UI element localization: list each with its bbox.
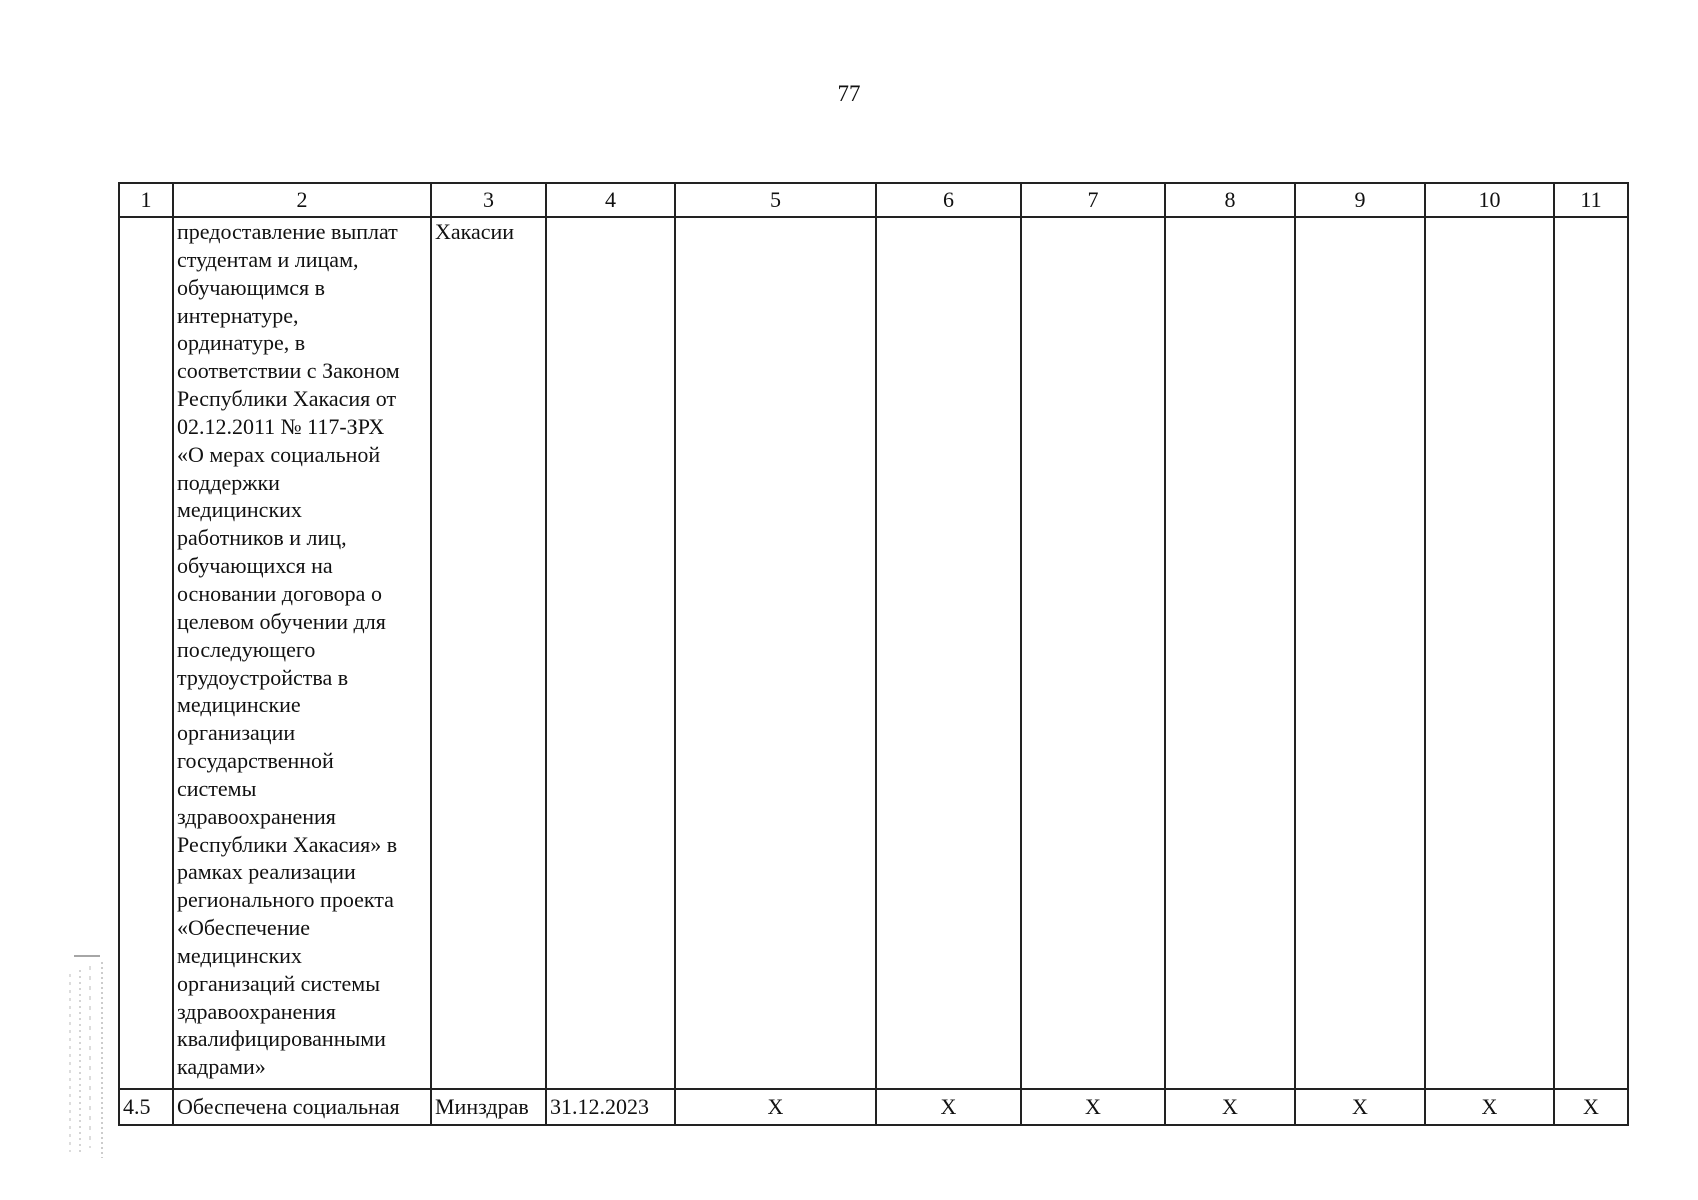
cell-empty: [675, 217, 876, 1089]
cell-empty: [1554, 217, 1628, 1089]
cell-x-11: Х: [1554, 1089, 1628, 1125]
header-cell-9: 9: [1295, 183, 1425, 217]
cell-empty: [119, 217, 173, 1089]
cell-date: 31.12.2023: [546, 1089, 675, 1125]
cell-empty: [1295, 217, 1425, 1089]
cell-empty: [546, 217, 675, 1089]
header-cell-4: 4: [546, 183, 675, 217]
cell-x-8: Х: [1165, 1089, 1295, 1125]
cell-empty: [1165, 217, 1295, 1089]
header-cell-10: 10: [1425, 183, 1554, 217]
cell-description: предоставление выплат студентам и лицам, обучающимся в интернатуре, ординатуре, в соответствии с Законом Республики Хакасия от 02.12.2011 № 117-ЗРХ «О мерах социальной поддержки медицинских работников и лиц, обучающихся на основании договора о целевом обучении для последующего трудоустройства в медицинские организации государственной системы здравоохранения Республики Хакасия» в рамках реализации регионального проекта «Обеспечение медицинских организаций системы здравоохранения квалифицированными кадрами»: [173, 217, 431, 1089]
header-cell-6: 6: [876, 183, 1021, 217]
cell-x-9: Х: [1295, 1089, 1425, 1125]
header-cell-11: 11: [1554, 183, 1628, 217]
table-header-row: [119, 183, 1628, 217]
header-cell-3: 3: [431, 183, 546, 217]
cell-empty: [1021, 217, 1165, 1089]
cell-x-6: Х: [876, 1089, 1021, 1125]
header-cell-8: 8: [1165, 183, 1295, 217]
table-row: [119, 217, 1628, 1089]
cell-empty: [1425, 217, 1554, 1089]
scan-artifact-mark: [60, 952, 110, 1162]
header-cell-1: 1: [119, 183, 173, 217]
cell-responsible: Хакасии: [431, 217, 546, 1089]
document-table: [118, 182, 1629, 1126]
cell-responsible: Минздрав: [431, 1089, 546, 1125]
cell-description: Обеспечена социальная: [173, 1089, 431, 1125]
header-cell-5: 5: [675, 183, 876, 217]
header-cell-2: 2: [173, 183, 431, 217]
cell-x-10: Х: [1425, 1089, 1554, 1125]
header-cell-7: 7: [1021, 183, 1165, 217]
cell-empty: [876, 217, 1021, 1089]
table-row: [119, 1089, 1628, 1125]
cell-x-5: Х: [675, 1089, 876, 1125]
cell-x-7: Х: [1021, 1089, 1165, 1125]
page-number: 77: [837, 81, 861, 106]
cell-number: 4.5: [119, 1089, 173, 1125]
